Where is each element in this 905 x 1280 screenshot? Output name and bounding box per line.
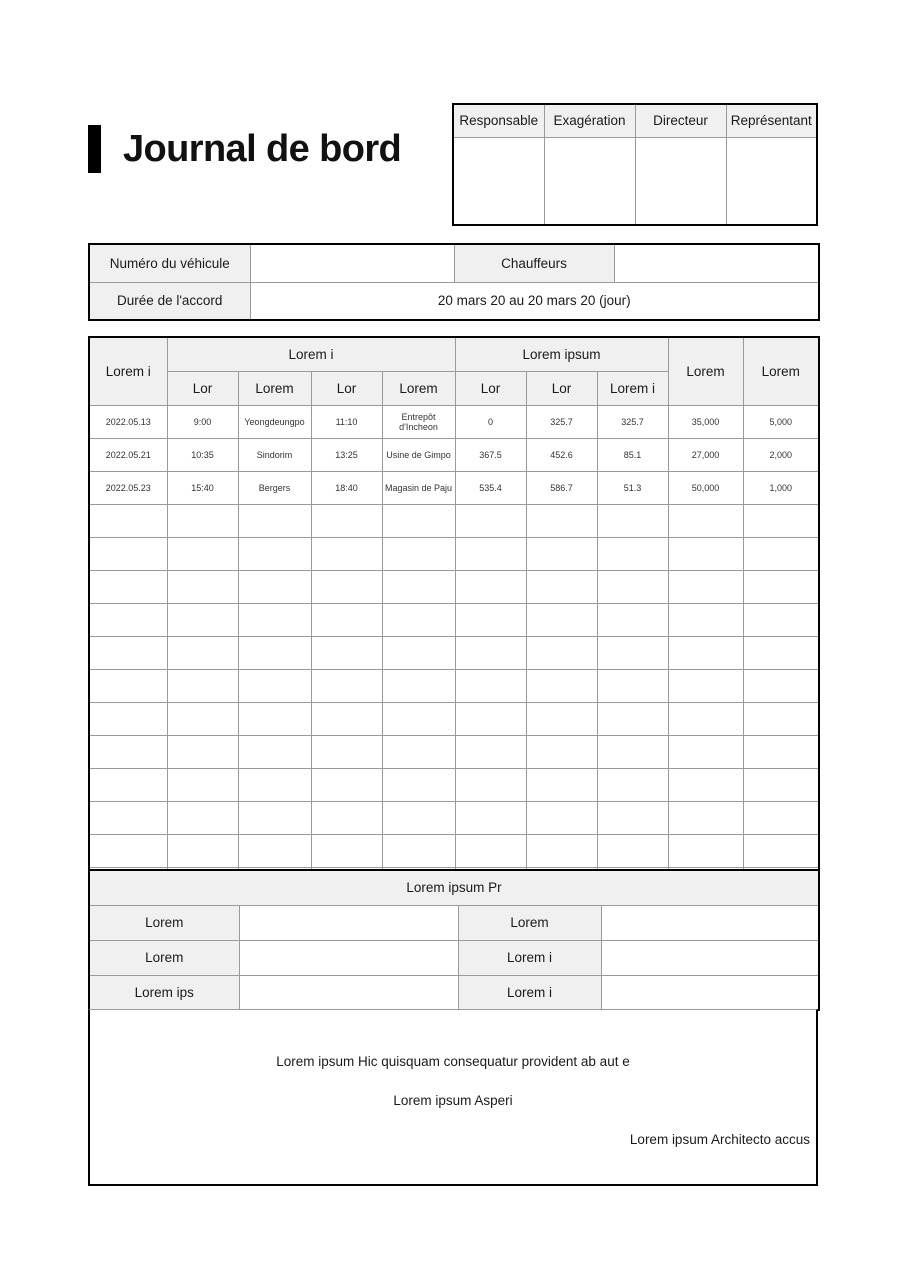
cell-date-empty[interactable] <box>89 735 167 768</box>
cell-amount-2-empty[interactable] <box>743 702 819 735</box>
cell-depart-place-empty[interactable] <box>238 570 311 603</box>
cell-depart-place-empty[interactable] <box>238 636 311 669</box>
subheader-arrive-time: Lor <box>311 371 382 405</box>
footer-note-line-3: Lorem ipsum Architecto accus <box>629 1132 810 1147</box>
signature-cell-directeur[interactable] <box>635 137 726 225</box>
cell-end-km-empty[interactable] <box>526 801 597 834</box>
agreement-value[interactable]: 20 mars 20 au 20 mars 20 (jour) <box>250 282 819 320</box>
table-row-empty <box>89 636 819 669</box>
bottom-value-left[interactable] <box>239 905 458 940</box>
logbook-body <box>89 405 819 900</box>
cell-start-km-empty[interactable] <box>455 768 526 801</box>
cell-end-km-empty[interactable] <box>526 669 597 702</box>
cell-start-km[interactable]: 367.5 <box>455 438 526 471</box>
page-title: Journal de bord <box>123 128 402 170</box>
cell-arrive-place-empty[interactable] <box>382 768 455 801</box>
cell-depart-place[interactable]: Bergers <box>238 471 311 504</box>
cell-date-empty[interactable] <box>89 801 167 834</box>
cell-amount-2-empty[interactable] <box>743 603 819 636</box>
document-header <box>88 103 818 228</box>
cell-arrive-time[interactable]: 18:40 <box>311 471 382 504</box>
cell-depart-place-empty[interactable] <box>238 537 311 570</box>
bottom-label-left: Lorem ips <box>89 975 239 1010</box>
cell-amount-1[interactable]: 50,000 <box>668 471 743 504</box>
cell-end-km-empty[interactable] <box>526 702 597 735</box>
cell-date-empty[interactable] <box>89 702 167 735</box>
cell-depart-place-empty[interactable] <box>238 669 311 702</box>
cell-start-km-empty[interactable] <box>455 669 526 702</box>
drivers-label: Chauffeurs <box>454 244 614 282</box>
cell-amount-1[interactable]: 27,000 <box>668 438 743 471</box>
signature-cell-representant[interactable] <box>726 137 817 225</box>
cell-start-km-empty[interactable] <box>455 702 526 735</box>
signature-cell-exageration[interactable] <box>544 137 635 225</box>
cell-distance-empty[interactable] <box>597 735 668 768</box>
bottom-label-right: Lorem i <box>458 975 601 1010</box>
cell-start-km-empty[interactable] <box>455 537 526 570</box>
cell-distance-empty[interactable] <box>597 570 668 603</box>
vehicle-number-value[interactable] <box>250 244 454 282</box>
cell-amount-2-empty[interactable] <box>743 570 819 603</box>
cell-date-empty[interactable] <box>89 834 167 867</box>
cell-date[interactable]: 2022.05.13 <box>89 405 167 438</box>
cell-arrive-time-empty[interactable] <box>311 669 382 702</box>
cell-amount-1-empty[interactable] <box>668 735 743 768</box>
cell-amount-2[interactable]: 2,000 <box>743 438 819 471</box>
cell-start-km[interactable]: 535.4 <box>455 471 526 504</box>
cell-distance[interactable]: 325.7 <box>597 405 668 438</box>
cell-amount-2[interactable]: 5,000 <box>743 405 819 438</box>
table-row-empty <box>89 702 819 735</box>
cell-amount-1[interactable]: 35,000 <box>668 405 743 438</box>
cell-depart-time-empty[interactable] <box>167 603 238 636</box>
bottom-section-title-row <box>89 870 819 905</box>
cell-date-empty[interactable] <box>89 570 167 603</box>
table-row-empty <box>89 768 819 801</box>
cell-arrive-time-empty[interactable] <box>311 735 382 768</box>
footer-note-box <box>88 1009 818 1186</box>
cell-amount-1-empty[interactable] <box>668 669 743 702</box>
cell-end-km-empty[interactable] <box>526 504 597 537</box>
cell-depart-place-empty[interactable] <box>238 702 311 735</box>
cell-depart-time-empty[interactable] <box>167 570 238 603</box>
cell-amount-1-empty[interactable] <box>668 504 743 537</box>
cell-depart-place[interactable]: Yeongdeungpo <box>238 405 311 438</box>
vehicle-info-table <box>88 243 820 321</box>
cell-arrive-place-empty[interactable] <box>382 603 455 636</box>
cell-depart-time-empty[interactable] <box>167 504 238 537</box>
cell-arrive-time-empty[interactable] <box>311 801 382 834</box>
bottom-section-title: Lorem ipsum Pr <box>89 870 819 905</box>
cell-depart-place-empty[interactable] <box>238 504 311 537</box>
cell-arrive-place-empty[interactable] <box>382 570 455 603</box>
cell-date[interactable]: 2022.05.21 <box>89 438 167 471</box>
signature-header-representant: Représentant <box>726 104 817 137</box>
cell-date-empty[interactable] <box>89 768 167 801</box>
bottom-value-right[interactable] <box>601 905 819 940</box>
table-row-empty <box>89 537 819 570</box>
cell-distance-empty[interactable] <box>597 636 668 669</box>
cell-amount-2-empty[interactable] <box>743 669 819 702</box>
cell-depart-place-empty[interactable] <box>238 768 311 801</box>
cell-arrive-time-empty[interactable] <box>311 570 382 603</box>
cell-distance[interactable]: 51.3 <box>597 471 668 504</box>
bottom-info-row <box>89 975 819 1010</box>
cell-arrive-place-empty[interactable] <box>382 504 455 537</box>
signature-table <box>452 103 818 226</box>
cell-end-km-empty[interactable] <box>526 570 597 603</box>
cell-distance-empty[interactable] <box>597 834 668 867</box>
cell-depart-time-empty[interactable] <box>167 801 238 834</box>
table-row <box>89 438 819 471</box>
agreement-label: Durée de l'accord <box>89 282 250 320</box>
signature-header-row <box>453 104 817 137</box>
header-date: Lorem i <box>89 337 167 405</box>
signature-cell-responsable[interactable] <box>453 137 544 225</box>
cell-depart-time[interactable]: 15:40 <box>167 471 238 504</box>
cell-date-empty[interactable] <box>89 504 167 537</box>
table-row-empty <box>89 504 819 537</box>
subheader-depart-place: Lorem <box>238 371 311 405</box>
cell-depart-place[interactable]: Sindorim <box>238 438 311 471</box>
header-group-distance: Lorem ipsum <box>455 337 668 371</box>
table-row <box>89 405 819 438</box>
cell-amount-1-empty[interactable] <box>668 570 743 603</box>
vehicle-number-row <box>89 244 819 282</box>
bottom-info-row <box>89 940 819 975</box>
subheader-distance: Lorem i <box>597 371 668 405</box>
table-row-empty <box>89 834 819 867</box>
footer-note-line-2: Lorem ipsum Asperi <box>393 1093 513 1108</box>
cell-amount-1-empty[interactable] <box>668 537 743 570</box>
signature-header-directeur: Directeur <box>635 104 726 137</box>
cell-amount-2-empty[interactable] <box>743 801 819 834</box>
table-row-empty <box>89 735 819 768</box>
cell-arrive-time-empty[interactable] <box>311 768 382 801</box>
agreement-row <box>89 282 819 320</box>
cell-arrive-place-empty[interactable] <box>382 669 455 702</box>
table-row-empty <box>89 669 819 702</box>
cell-depart-place-empty[interactable] <box>238 801 311 834</box>
header-amount-1: Lorem <box>668 337 743 405</box>
bottom-label-left: Lorem <box>89 905 239 940</box>
cell-distance-empty[interactable] <box>597 504 668 537</box>
cell-depart-time-empty[interactable] <box>167 537 238 570</box>
cell-arrive-place-empty[interactable] <box>382 801 455 834</box>
cell-amount-1-empty[interactable] <box>668 768 743 801</box>
cell-start-km-empty[interactable] <box>455 570 526 603</box>
cell-end-km-empty[interactable] <box>526 537 597 570</box>
cell-arrive-time-empty[interactable] <box>311 504 382 537</box>
cell-date-empty[interactable] <box>89 603 167 636</box>
bottom-value-left[interactable] <box>239 975 458 1010</box>
cell-date-empty[interactable] <box>89 669 167 702</box>
cell-amount-1-empty[interactable] <box>668 636 743 669</box>
cell-depart-time[interactable]: 10:35 <box>167 438 238 471</box>
header-amount-2: Lorem <box>743 337 819 405</box>
cell-date[interactable]: 2022.05.23 <box>89 471 167 504</box>
cell-start-km-empty[interactable] <box>455 801 526 834</box>
cell-amount-2-empty[interactable] <box>743 768 819 801</box>
bottom-value-right[interactable] <box>601 975 819 1010</box>
bottom-label-right: Lorem i <box>458 940 601 975</box>
bottom-value-right[interactable] <box>601 940 819 975</box>
cell-arrive-time-empty[interactable] <box>311 537 382 570</box>
bottom-info-row <box>89 905 819 940</box>
cell-start-km-empty[interactable] <box>455 735 526 768</box>
subheader-end-km: Lor <box>526 371 597 405</box>
signature-header-responsable: Responsable <box>453 104 544 137</box>
cell-amount-1-empty[interactable] <box>668 702 743 735</box>
cell-start-km[interactable]: 0 <box>455 405 526 438</box>
cell-end-km-empty[interactable] <box>526 636 597 669</box>
cell-depart-time-empty[interactable] <box>167 636 238 669</box>
cell-amount-2-empty[interactable] <box>743 537 819 570</box>
vehicle-number-label: Numéro du véhicule <box>89 244 250 282</box>
header-group-departure: Lorem i <box>167 337 455 371</box>
signature-value-row <box>453 137 817 225</box>
cell-date-empty[interactable] <box>89 537 167 570</box>
cell-end-km[interactable]: 586.7 <box>526 471 597 504</box>
cell-end-km[interactable]: 452.6 <box>526 438 597 471</box>
cell-amount-2-empty[interactable] <box>743 735 819 768</box>
cell-arrive-place[interactable]: Usine de Gimpo <box>382 438 455 471</box>
cell-arrive-place-empty[interactable] <box>382 537 455 570</box>
cell-amount-2-empty[interactable] <box>743 636 819 669</box>
table-row-empty <box>89 801 819 834</box>
bottom-value-left[interactable] <box>239 940 458 975</box>
cell-arrive-place-empty[interactable] <box>382 702 455 735</box>
cell-arrive-time[interactable]: 13:25 <box>311 438 382 471</box>
cell-amount-1-empty[interactable] <box>668 834 743 867</box>
bottom-info-body <box>89 870 819 1010</box>
cell-start-km-empty[interactable] <box>455 504 526 537</box>
signature-header-exageration: Exagération <box>544 104 635 137</box>
cell-distance-empty[interactable] <box>597 669 668 702</box>
cell-depart-place-empty[interactable] <box>238 834 311 867</box>
cell-depart-time-empty[interactable] <box>167 768 238 801</box>
cell-arrive-time-empty[interactable] <box>311 834 382 867</box>
title-accent-bar <box>88 125 101 173</box>
cell-arrive-time-empty[interactable] <box>311 702 382 735</box>
cell-arrive-place[interactable]: Magasin de Paju <box>382 471 455 504</box>
cell-end-km-empty[interactable] <box>526 768 597 801</box>
cell-arrive-time-empty[interactable] <box>311 636 382 669</box>
cell-amount-2[interactable]: 1,000 <box>743 471 819 504</box>
cell-amount-2-empty[interactable] <box>743 504 819 537</box>
cell-amount-1-empty[interactable] <box>668 603 743 636</box>
cell-arrive-place-empty[interactable] <box>382 636 455 669</box>
cell-depart-place-empty[interactable] <box>238 603 311 636</box>
cell-arrive-time[interactable]: 11:10 <box>311 405 382 438</box>
title-block <box>88 125 401 173</box>
cell-arrive-place-empty[interactable] <box>382 834 455 867</box>
cell-amount-1-empty[interactable] <box>668 801 743 834</box>
bottom-label-left: Lorem <box>89 940 239 975</box>
cell-arrive-place[interactable]: Entrepôt d'Incheon <box>382 405 455 438</box>
cell-distance-empty[interactable] <box>597 801 668 834</box>
subheader-depart-time: Lor <box>167 371 238 405</box>
cell-start-km-empty[interactable] <box>455 636 526 669</box>
bottom-label-right: Lorem <box>458 905 601 940</box>
cell-start-km-empty[interactable] <box>455 834 526 867</box>
cell-amount-2-empty[interactable] <box>743 834 819 867</box>
cell-depart-time-empty[interactable] <box>167 735 238 768</box>
cell-arrive-time-empty[interactable] <box>311 603 382 636</box>
table-row-empty <box>89 603 819 636</box>
table-row-empty <box>89 570 819 603</box>
cell-depart-place-empty[interactable] <box>238 735 311 768</box>
cell-end-km[interactable]: 325.7 <box>526 405 597 438</box>
footer-note-line-1: Lorem ipsum Hic quisquam consequatur provident ab aut e <box>276 1054 630 1069</box>
cell-end-km-empty[interactable] <box>526 603 597 636</box>
logbook-table <box>88 336 820 901</box>
cell-depart-time[interactable]: 9:00 <box>167 405 238 438</box>
cell-start-km-empty[interactable] <box>455 603 526 636</box>
cell-distance-empty[interactable] <box>597 768 668 801</box>
cell-arrive-place-empty[interactable] <box>382 735 455 768</box>
cell-end-km-empty[interactable] <box>526 735 597 768</box>
cell-distance[interactable]: 85.1 <box>597 438 668 471</box>
drivers-value[interactable] <box>614 244 819 282</box>
cell-distance-empty[interactable] <box>597 702 668 735</box>
cell-depart-time-empty[interactable] <box>167 834 238 867</box>
table-row <box>89 471 819 504</box>
cell-depart-time-empty[interactable] <box>167 669 238 702</box>
cell-date-empty[interactable] <box>89 636 167 669</box>
cell-distance-empty[interactable] <box>597 603 668 636</box>
cell-distance-empty[interactable] <box>597 537 668 570</box>
cell-end-km-empty[interactable] <box>526 834 597 867</box>
subheader-start-km: Lor <box>455 371 526 405</box>
cell-depart-time-empty[interactable] <box>167 702 238 735</box>
bottom-info-table <box>88 869 820 1011</box>
logbook-group-header-row <box>89 337 819 371</box>
subheader-arrive-place: Lorem <box>382 371 455 405</box>
